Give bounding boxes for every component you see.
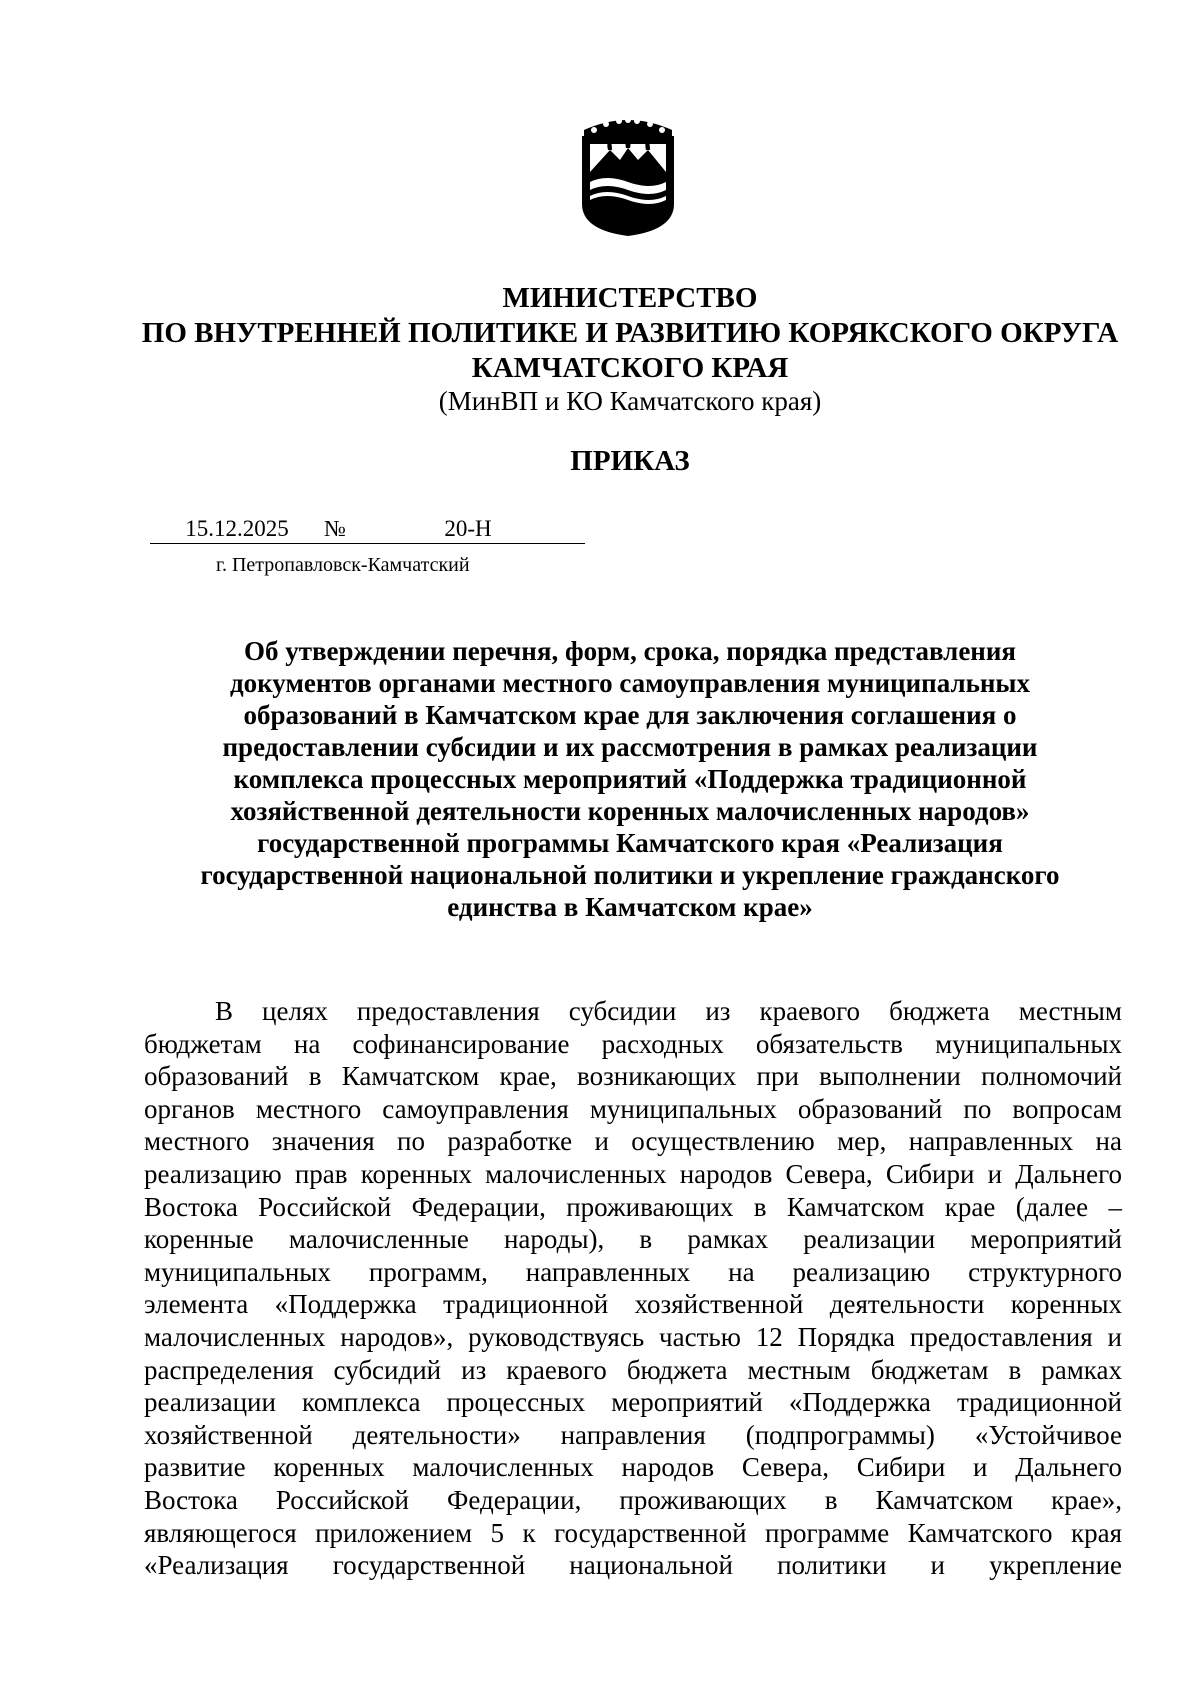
subject-line: комплекса процессных мероприятий «Поддержка традиционной: [233, 764, 1027, 794]
subject-line: хозяйственной деятельности коренных малочисленных народов»: [230, 796, 1030, 826]
body-line: бюджетам на софинансирование расходных обязательств муниципальных: [144, 1028, 1122, 1059]
body-line: малочисленных народов», руководствуясь частью 12 Порядка предоставления и: [144, 1321, 1122, 1352]
body-line: коренные малочисленные народы), в рамках реализации мероприятий: [144, 1224, 1122, 1255]
body-line: реализации комплекса процессных мероприятий «Поддержка традиционной: [144, 1387, 1122, 1418]
document-subject: [140, 635, 1120, 923]
ministry-header: [0, 281, 1200, 386]
ministry-title-line-3: КАМЧАТСКОГО КРАЯ: [471, 352, 789, 384]
body-line: местного значения по разработке и осуществлению мер, направленных на: [144, 1126, 1122, 1157]
body-line: элемента «Поддержка традиционной хозяйственной деятельности коренных: [144, 1289, 1122, 1320]
document-type-title: ПРИКАЗ: [570, 445, 690, 477]
coat-of-arms-icon: [576, 108, 680, 238]
body-line: муниципальных программ, направленных на реализацию структурного: [144, 1256, 1122, 1287]
subject-line: единства в Камчатском крае»: [447, 892, 813, 922]
body-line: «Реализация государственной национальной политики и укрепление: [144, 1550, 1122, 1581]
body-line: В целях предоставления субсидии из краевого бюджета местным: [215, 996, 1122, 1026]
ministry-title-line-1: МИНИСТЕРСТВО: [502, 282, 758, 314]
body-line: распределения субсидий из краевого бюджета местным бюджетам в рамках: [144, 1354, 1122, 1385]
subject-line: предоставлении субсидии и их рассмотрения в рамках реализации: [222, 732, 1038, 762]
body-line: органов местного самоуправления муниципальных образований по вопросам: [144, 1093, 1122, 1124]
document-place: г. Петропавловск-Камчатский: [216, 554, 470, 576]
subject-line: образований в Камчатском крае для заключения соглашения о: [243, 700, 1017, 730]
document-body: [144, 995, 1122, 1582]
subject-line: документов органами местного самоуправления муниципальных: [229, 668, 1031, 698]
subject-line: государственной программы Камчатского края «Реализация: [257, 828, 1003, 858]
body-line: реализацию прав коренных малочисленных народов Севера, Сибири и Дальнего: [144, 1158, 1122, 1189]
body-line: образований в Камчатском крае, возникающих при выполнении полномочий: [144, 1061, 1122, 1092]
subject-line: государственной национальной политики и укрепление гражданского: [200, 860, 1060, 890]
body-line: Востока Российской Федерации, проживающих в Камчатском крае»,: [144, 1484, 1122, 1515]
ministry-title-line-2: ПО ВНУТРЕННЕЙ ПОЛИТИКЕ И РАЗВИТИЮ КОРЯКСКОГО ОКРУГА: [141, 317, 1119, 349]
body-line: Востока Российской Федерации, проживающих в Камчатском крае (далее –: [144, 1191, 1122, 1222]
body-line: являющегося приложением 5 к государственной программе Камчатского края: [144, 1517, 1122, 1548]
body-line: хозяйственной деятельности» направления (подпрограммы) «Устойчивое: [144, 1419, 1122, 1450]
subject-line: Об утверждении перечня, форм, срока, порядка представления: [243, 636, 1017, 666]
document-number: 20-Н: [351, 515, 585, 544]
document-requisites: [150, 515, 585, 543]
document-date: 15.12.2025: [150, 515, 324, 544]
number-sign: №: [324, 515, 351, 544]
ministry-abbreviation: (МинВП и КО Камчатского края): [438, 386, 822, 416]
body-line: развитие коренных малочисленных народов Севера, Сибири и Дальнего: [144, 1452, 1122, 1483]
